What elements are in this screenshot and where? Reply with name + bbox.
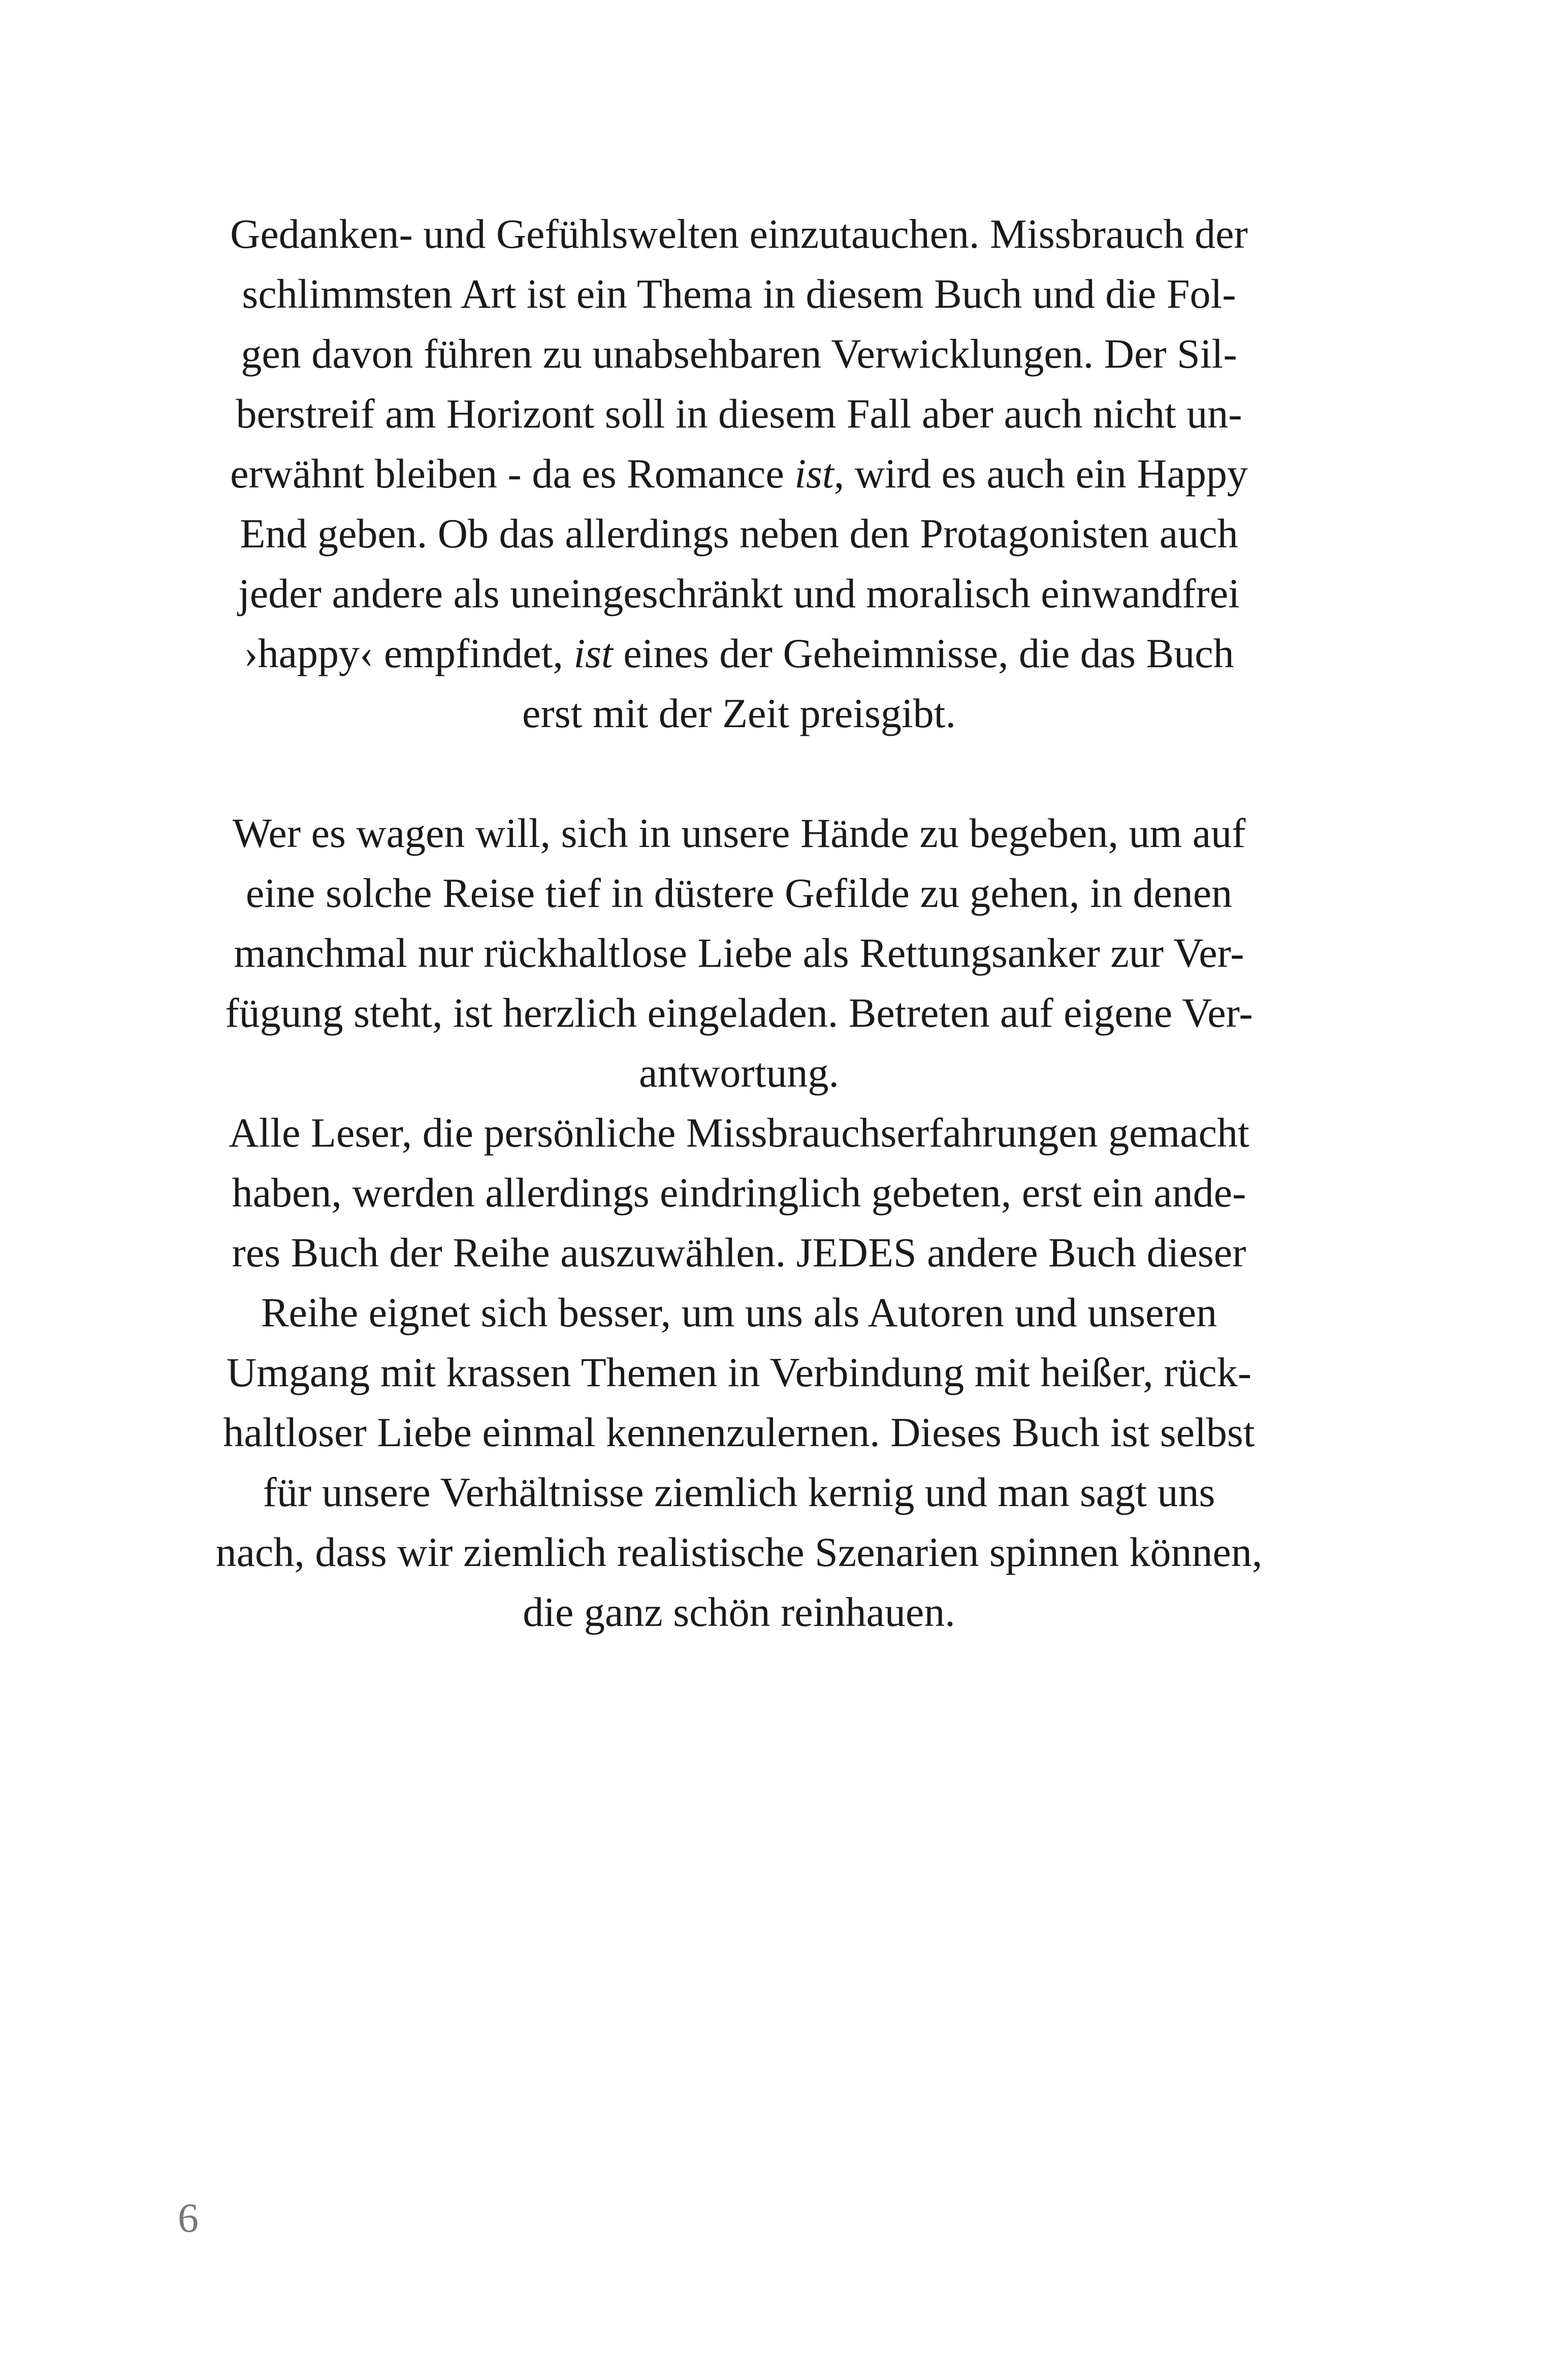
text-run: , wird es auch ein Happy [833,450,1248,497]
text-line: haben, werden allerdings eindringlich gebeten, erst ein ande- [232,1169,1246,1216]
text-line: die ganz schön reinhauen. [523,1589,955,1635]
text-run: erwähnt bleiben - da es Romance [230,450,795,497]
emphasis-text: ist [794,450,834,497]
text-line: Alle Leser, die persönliche Missbrauchserfahrungen gemacht [229,1110,1249,1156]
page-number: 6 [178,2195,199,2241]
text-run: eines der Geheimnisse, die das Buch [613,630,1234,676]
text-line [152,444,1326,504]
text-line: haltloser Liebe einmal kennenzulernen. Dieses Buch ist selbst [223,1409,1255,1455]
text-line: antwortung. [639,1050,839,1096]
paragraph-2 [152,803,1326,1642]
text-line: eine solche Reise tief in düstere Gefilde zu gehen, in denen [245,870,1233,916]
text-line: jeder andere als uneingeschränkt und moralisch einwandfrei [238,570,1240,616]
paragraph-1 [152,204,1326,743]
text-line: nach, dass wir ziemlich realistische Szenarien spinnen können, [215,1529,1263,1575]
text-line: berstreif am Horizont soll in diesem Fall aber auch nicht un- [236,390,1242,437]
text-line: manchmal nur rückhaltlose Liebe als Rettungsanker zur Ver- [234,930,1244,976]
text-line: End geben. Ob das allerdings neben den Protagonisten auch [240,510,1238,557]
text-run: ›happy‹ empfindet, [244,630,574,676]
emphasis-text: ist [573,630,613,676]
text-line: Gedanken- und Gefühlswelten einzutauchen. Missbrauch der [230,211,1248,257]
text-line [152,624,1326,683]
text-line: schlimmsten Art ist ein Thema in diesem Buch und die Fol- [242,271,1236,317]
text-line: erst mit der Zeit preisgibt. [522,690,956,736]
text-line: fügung steht, ist herzlich eingeladen. Betreten auf eigene Ver- [225,990,1253,1036]
text-line: Umgang mit krassen Themen in Verbindung mit heißer, rück- [226,1349,1252,1395]
text-line: gen davon führen zu unabsehbaren Verwicklungen. Der Sil- [241,331,1237,377]
text-line: Wer es wagen will, sich in unsere Hände zu begeben, um auf [232,810,1246,856]
text-line: Reihe eignet sich besser, um uns als Autoren und unseren [261,1289,1217,1335]
text-line: res Buch der Reihe auszuwählen. JEDES andere Buch dieser [232,1229,1246,1276]
text-line: für unsere Verhältnisse ziemlich kernig und man sagt uns [263,1469,1215,1515]
